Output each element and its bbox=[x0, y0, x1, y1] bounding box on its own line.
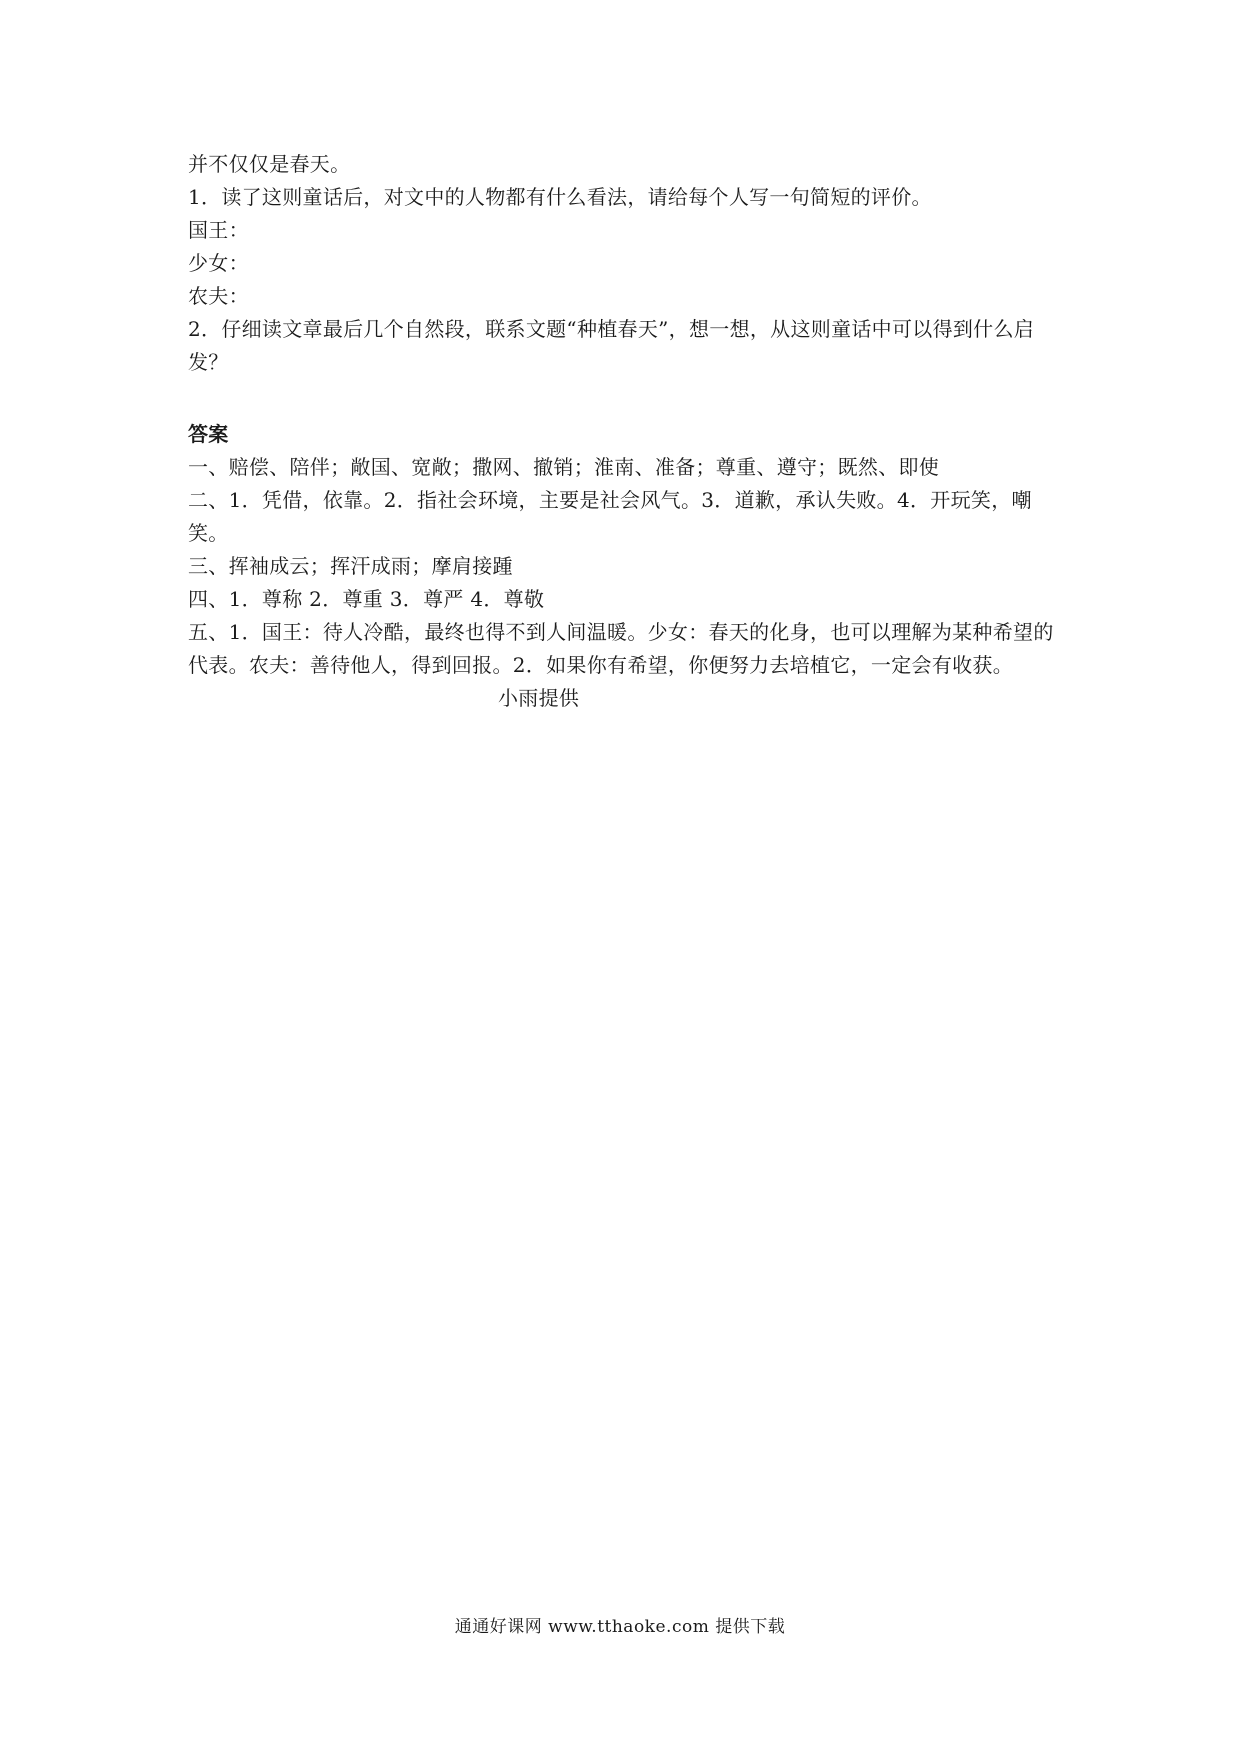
credit-text: 小雨提供 bbox=[498, 686, 580, 710]
page-footer: 通通好课网 www.tthaoke.com 提供下载 bbox=[454, 1617, 786, 1637]
question-intro-text: 并不仅仅是春天。 bbox=[188, 152, 351, 176]
answer-section-5: 五、1．国王：待人冷酷，最终也得不到人间温暖。少女：春天的化身，也可以理解为某种希望的代表。农夫：善待他人，得到回报。2．如果你有希望，你便努力去培植它，一定会有收获。 bbox=[188, 620, 1054, 677]
girl-answer-label: 少女： bbox=[188, 251, 249, 275]
question-2: 2．仔细读文章最后几个自然段，联系文题“种植春天”，想一想，从这则童话中可以得到什么启发？ bbox=[188, 317, 1035, 374]
king-answer-label: 国王： bbox=[188, 218, 249, 242]
answers-heading: 答案 bbox=[188, 422, 229, 446]
answer-section-1: 一、赔偿、陪伴；敞国、宽敞；撒网、撤销；淮南、准备；尊重、遵守；既然、即使 bbox=[188, 455, 940, 479]
farmer-answer-label: 农夫： bbox=[188, 284, 249, 308]
answer-section-3: 三、挥袖成云；挥汗成雨；摩肩接踵 bbox=[188, 554, 513, 578]
answer-section-4: 四、1．尊称 2．尊重 3．尊严 4．尊敬 bbox=[188, 587, 545, 611]
answer-section-2: 二、1．凭借，依靠。2．指社会环境，主要是社会风气。3．道歉，承认失败。4．开玩笑，嘲笑。 bbox=[188, 488, 1032, 545]
document-body bbox=[188, 148, 1058, 715]
question-1: 1．读了这则童话后，对文中的人物都有什么看法，请给每个人写一句简短的评价。 bbox=[188, 185, 932, 209]
section-spacer bbox=[188, 379, 1058, 418]
